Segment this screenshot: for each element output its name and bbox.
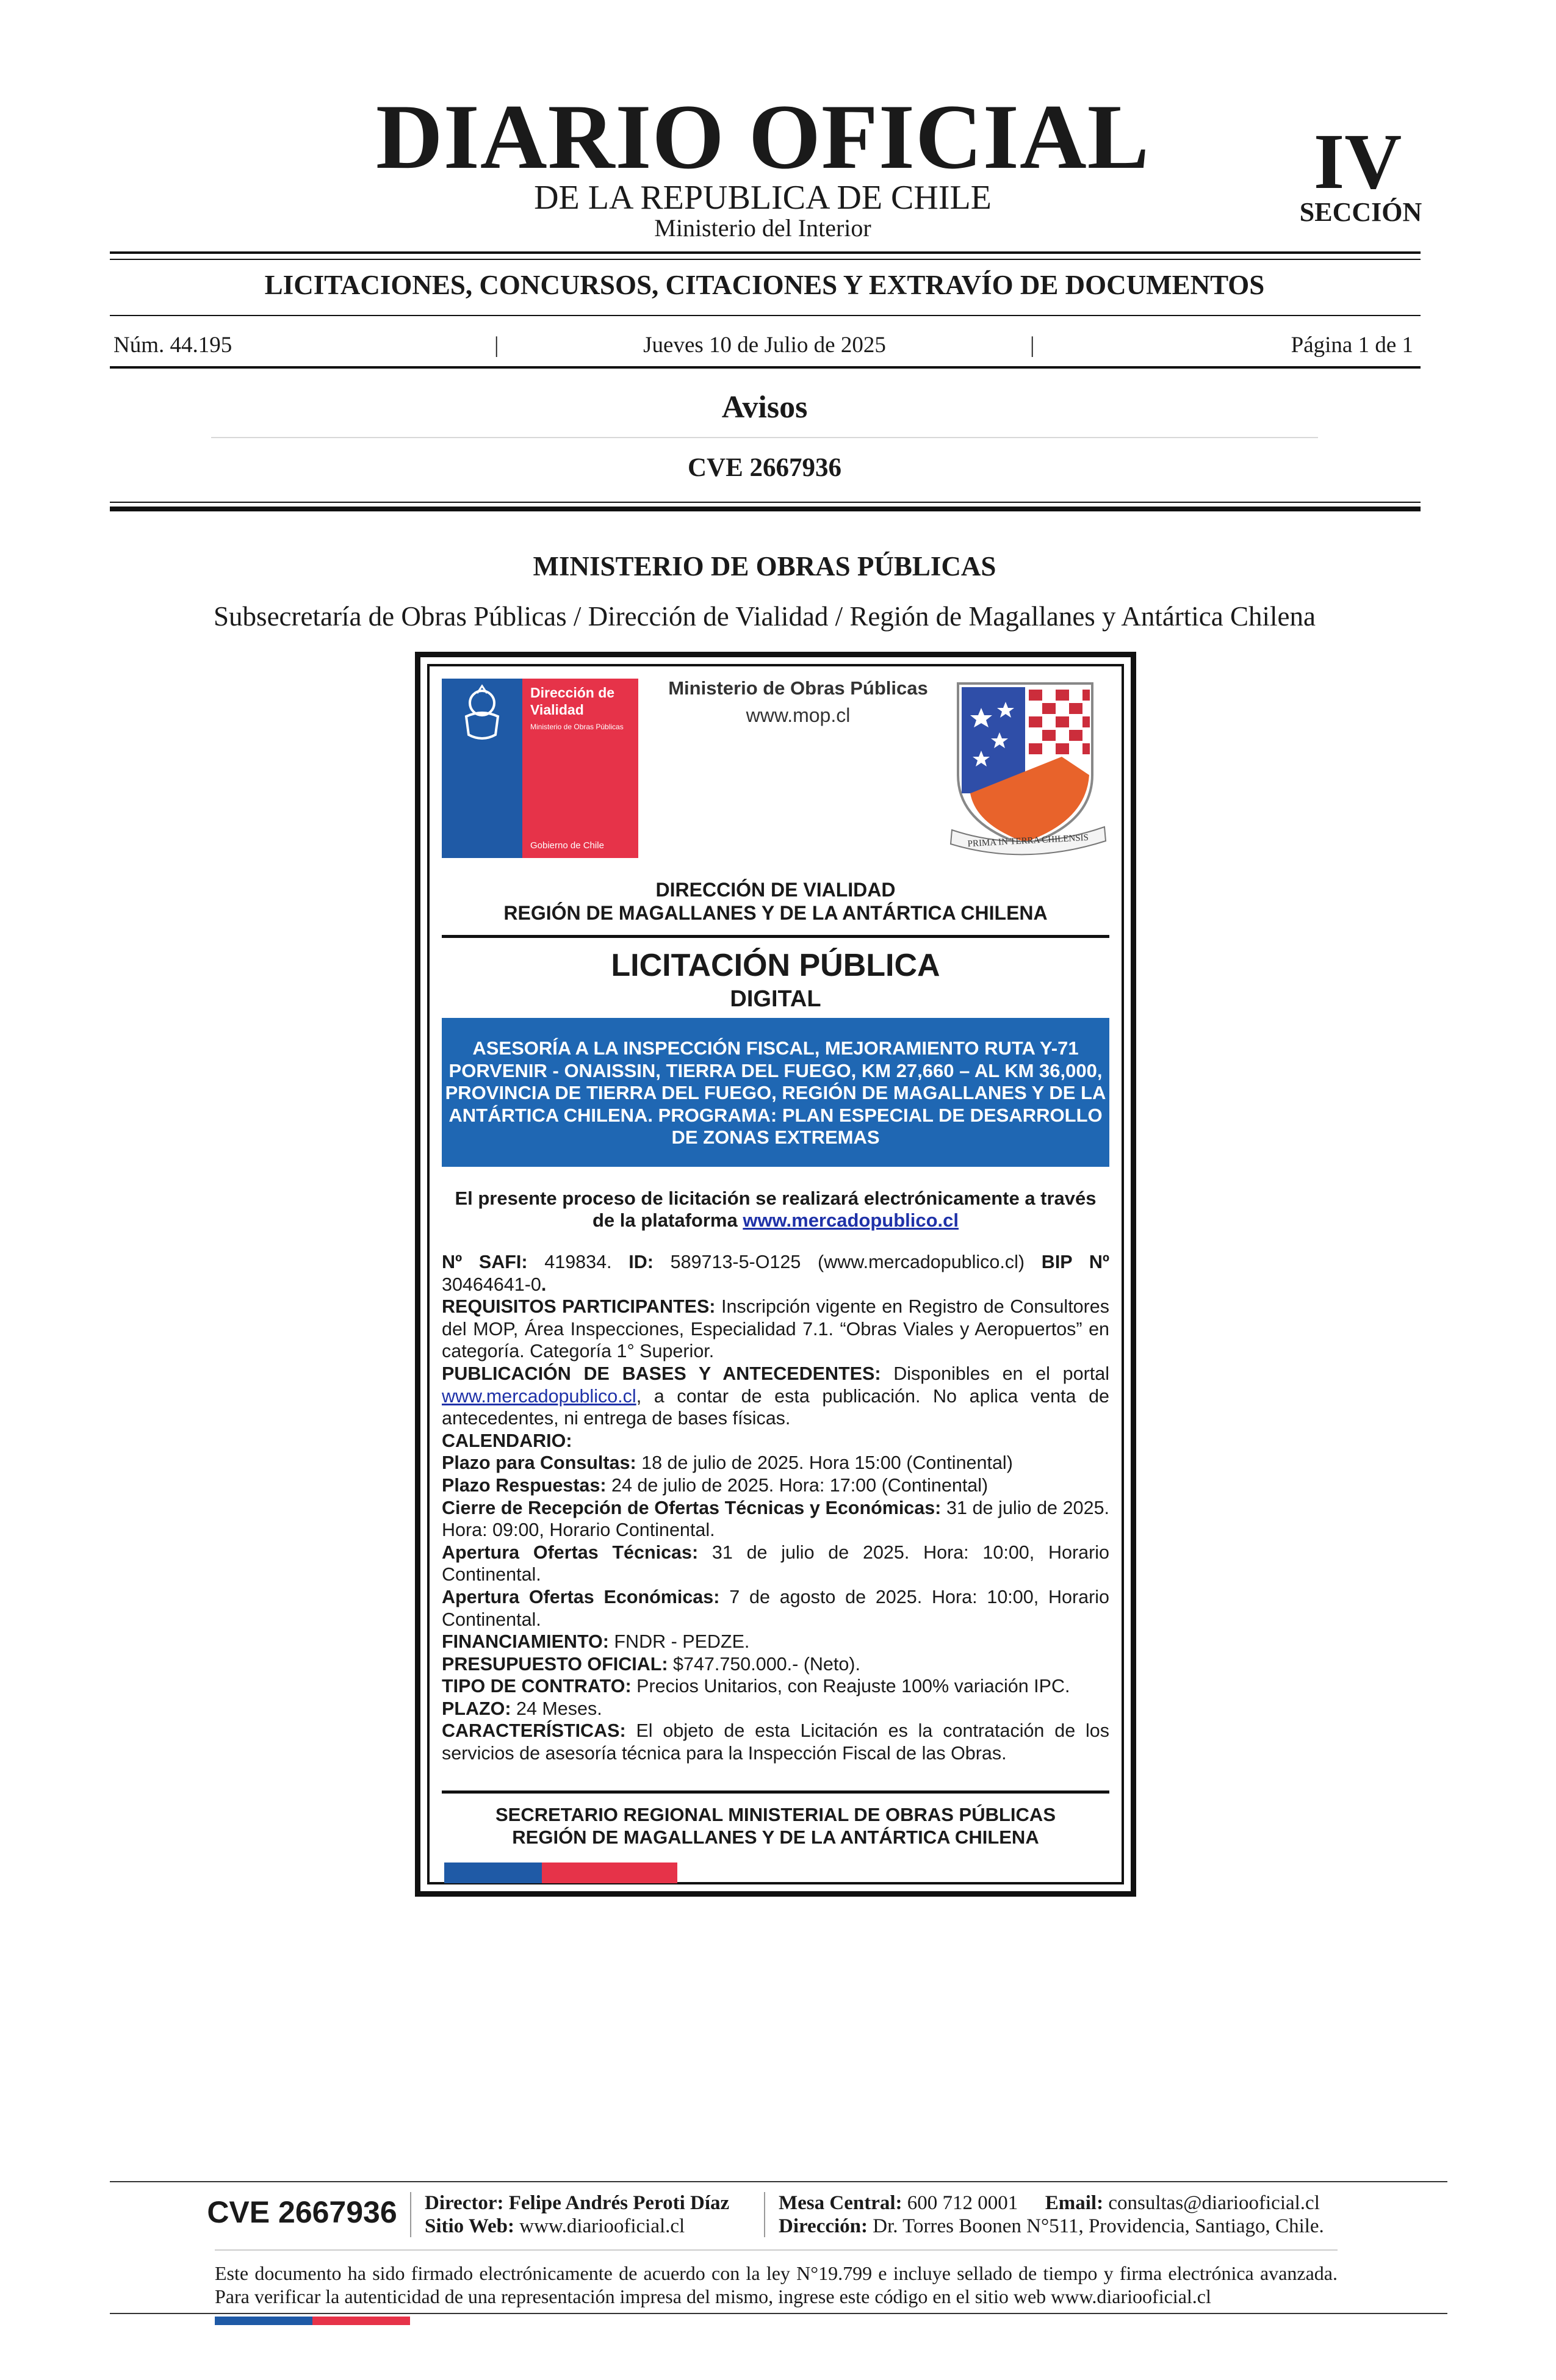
mop-website: www.mop.cl: [746, 704, 851, 726]
calendar-label: CALENDARIO:: [442, 1430, 572, 1451]
financing-line: [442, 1631, 1109, 1653]
footer-address-label: Dirección:: [779, 2215, 868, 2237]
footer-divider-1: [410, 2192, 411, 2237]
footer-website-value[interactable]: www.diariooficial.cl: [519, 2215, 685, 2237]
requirements-line: [442, 1296, 1109, 1363]
tender-subtitle: DIGITAL: [730, 986, 821, 1012]
section-divider: [211, 437, 1318, 438]
term-label: PLAZO:: [442, 1698, 511, 1719]
publication-label: PUBLICACIÓN DE BASES Y ANTECEDENTES:: [442, 1363, 881, 1384]
issue-rule-bottom: [110, 366, 1421, 369]
apertura-economicas-label: Apertura Ofertas Económicas:: [442, 1586, 720, 1607]
contract-type-line: [442, 1675, 1109, 1698]
id-label: ID:: [629, 1252, 654, 1272]
bip-end: .: [541, 1274, 547, 1295]
apertura-tecnicas-value: 31 de julio de 2025. Hora: 10:00, Horario Continental.: [442, 1542, 1109, 1585]
publication-link[interactable]: www.mercadopublico.cl: [442, 1385, 636, 1407]
characteristics-line: [442, 1720, 1109, 1764]
financing-label: FINANCIAMIENTO:: [442, 1631, 609, 1653]
issue-rule-top: [110, 315, 1421, 316]
bip-value: 30464641-0: [442, 1274, 541, 1295]
notice-stripe-red: [542, 1863, 677, 1883]
budget-value: $747.750.000.- (Neto).: [673, 1653, 860, 1675]
apertura-economicas-line: [442, 1586, 1109, 1631]
footer-contact: [779, 2193, 1320, 2213]
footer-cve: CVE 2667936: [207, 2195, 397, 2229]
project-title: ASESORÍA A LA INSPECCIÓN FISCAL, MEJORAMIENTO RUTA Y-71 PORVENIR - ONAISSIN, TIERRA DEL FUEGO, KM 27,660 – AL KM 36,000, PROVINCIA DE TIERRA DEL FUEGO, REGIÓN DE MAGALLANES Y DE LA ANTÁRTICA CHILENA. PROGRAMA: PLAN ESPECIAL DE DESARROLLO DE ZONAS EXTREMAS: [445, 1037, 1106, 1148]
vialidad-logo: [442, 679, 638, 858]
section-number: IV: [1313, 118, 1402, 206]
page-indicator: Página 1 de 1: [1291, 333, 1413, 358]
footer-address: [779, 2216, 1324, 2237]
signature-line-1: SECRETARIO REGIONAL MINISTERIAL DE OBRAS PÚBLICAS: [495, 1804, 1056, 1825]
cve-rule-thin: [110, 502, 1421, 503]
magallanes-coat-of-arms-icon: [934, 671, 1117, 860]
budget-line: [442, 1653, 1109, 1676]
characteristics-value: El objeto de esta Licitación es la contratación de los servicios de asesoría técnica para la Inspección Fiscal de las Obras.: [442, 1720, 1109, 1764]
chile-crest-icon: [442, 679, 522, 752]
requirements-value: Inscripción vigente en Registro de Consultores del MOP, Área Inspecciones, Especialidad 7.1. “Obras Viales y Aeropuertos” en categoría. Categoría 1° Superior.: [442, 1296, 1110, 1362]
characteristics-label: CARACTERÍSTICAS:: [442, 1720, 626, 1742]
issue-separator: |: [494, 333, 499, 358]
consultas-line: [442, 1452, 1109, 1474]
logo-line-3: Ministerio de Obras Públicas: [530, 723, 624, 731]
footer-divider-2: [764, 2192, 765, 2237]
publication-value-2: , a contar de esta publicación. No aplica venta de antecedentes, ni entrega de bases físicas.: [442, 1385, 1109, 1429]
masthead-ministry: Ministerio del Interior: [654, 214, 871, 242]
logo-line-2: Vialidad: [530, 702, 584, 718]
org-subtitle: Subsecretaría de Obras Públicas / Dirección de Vialidad / Región de Magallanes y Antártica Chilena: [214, 601, 1316, 632]
category-title: LICITACIONES, CONCURSOS, CITACIONES Y EXTRAVÍO DE DOCUMENTOS: [264, 270, 1265, 300]
logo-line-4: Gobierno de Chile: [530, 840, 604, 851]
cve-rule-thick: [110, 507, 1421, 511]
financing-value: FNDR - PEDZE.: [614, 1631, 750, 1653]
logo-blue-panel: [442, 679, 522, 858]
section-label: SECCIÓN: [1299, 197, 1422, 227]
safi-label: Nº SAFI:: [442, 1252, 528, 1272]
publication-value-1: Disponibles en el portal: [893, 1363, 1109, 1384]
term-line: [442, 1698, 1109, 1720]
header-rule-top: [110, 251, 1421, 254]
footer-rule-middle: [215, 2249, 1338, 2251]
footer-legal-note: Este documento ha sido firmado electrónicamente de acuerdo con la ley N°19.799 e incluye sellado de tiempo y firma electrónica avanzada. Para verificar la autenticidad de una representación impresa del mismo, ingrese este código en el sitio web www.diariooficial.cl: [215, 2262, 1338, 2307]
term-value: 24 Meses.: [516, 1698, 602, 1719]
direction-line-2: REGIÓN DE MAGALLANES Y DE LA ANTÁRTICA CHILENA: [503, 902, 1048, 924]
id-value: 589713-5-O125 (www.mercadopublico.cl): [670, 1252, 1025, 1272]
notice-divider-top: [442, 935, 1109, 938]
respuestas-line: [442, 1474, 1109, 1497]
safi-value: 419834.: [544, 1252, 612, 1272]
requirements-label: REQUISITOS PARTICIPANTES:: [442, 1296, 716, 1318]
footer-mesa-label: Mesa Central:: [779, 2192, 902, 2214]
issue-date: Jueves 10 de Julio de 2025: [643, 333, 886, 358]
masthead: DIARIO OFICIAL: [375, 85, 1150, 188]
intro-text-body: El presente proceso de licitación se realizará electrónicamente a través de la plataforma: [455, 1188, 1097, 1231]
footer-director: [425, 2193, 729, 2213]
contract-type-label: TIPO DE CONTRATO:: [442, 1676, 632, 1697]
publication-line: [442, 1363, 1109, 1430]
footer-rule-top: [110, 2181, 1447, 2182]
issue-separator: |: [1030, 333, 1035, 358]
footer-director-label: Director:: [425, 2192, 504, 2214]
mercadopublico-link[interactable]: www.mercadopublico.cl: [743, 1210, 959, 1231]
mop-title: Ministerio de Obras Públicas: [668, 677, 928, 699]
contract-type-value: Precios Unitarios, con Reajuste 100% variación IPC.: [636, 1676, 1070, 1697]
notice-body: [442, 1251, 1109, 1765]
cierre-line: [442, 1497, 1109, 1542]
cve-code: CVE 2667936: [687, 453, 842, 482]
header-rule-top-thin: [110, 259, 1421, 260]
notice-stripe-blue: [444, 1863, 542, 1883]
footer-director-value: Felipe Andrés Peroti Díaz: [508, 2192, 730, 2214]
apertura-tecnicas-line: [442, 1542, 1109, 1586]
footer-mesa-value: 600 712 0001: [907, 2192, 1018, 2214]
cierre-value: 31 de julio de 2025. Hora: 09:00, Horario Continental.: [442, 1497, 1109, 1541]
footer-address-value: Dr. Torres Boonen N°511, Providencia, Santiago, Chile.: [873, 2215, 1324, 2237]
direction-line-1: DIRECCIÓN DE VIALIDAD: [655, 879, 896, 901]
respuestas-value: 24 de julio de 2025. Hora: 17:00 (Continental): [611, 1474, 989, 1496]
apertura-tecnicas-label: Apertura Ofertas Técnicas:: [442, 1542, 699, 1563]
tender-title: LICITACIÓN PÚBLICA: [611, 948, 940, 983]
coat-motto: PRIMA IN TERRA CHILENSIS: [967, 832, 1089, 849]
footer-email-value[interactable]: consultas@diariooficial.cl: [1108, 2192, 1320, 2214]
safi-line: [442, 1251, 1109, 1296]
signature-line-2: REGIÓN DE MAGALLANES Y DE LA ANTÁRTICA CHILENA: [512, 1826, 1039, 1848]
masthead-subtitle: DE LA REPUBLICA DE CHILE: [534, 179, 992, 217]
footer-email-label: Email:: [1045, 2192, 1104, 2214]
footer-website-label: Sitio Web:: [425, 2215, 515, 2237]
bip-label: BIP Nº: [1041, 1252, 1109, 1272]
intro-text: [452, 1188, 1100, 1231]
logo-line-1: Dirección de: [530, 685, 615, 701]
cierre-label: Cierre de Recepción de Ofertas Técnicas y Económicas:: [442, 1497, 942, 1518]
consultas-value: 18 de julio de 2025. Hora 15:00 (Continental): [641, 1452, 1013, 1474]
budget-label: PRESUPUESTO OFICIAL:: [442, 1653, 668, 1675]
consultas-label: Plazo para Consultas:: [442, 1452, 636, 1474]
respuestas-label: Plazo Respuestas:: [442, 1474, 607, 1496]
footer-stripe-red: [312, 2317, 410, 2325]
footer-website: [425, 2216, 685, 2237]
section-title: Avisos: [721, 390, 808, 425]
notice-divider-bottom: [442, 1790, 1109, 1794]
issue-number: Núm. 44.195: [113, 333, 232, 358]
apertura-economicas-value: 7 de agosto de 2025. Hora: 10:00, Horario Continental.: [442, 1586, 1110, 1630]
calendar-line: [442, 1430, 1109, 1452]
footer-rule-bottom: [110, 2313, 1447, 2314]
footer-stripe-blue: [215, 2317, 312, 2325]
org-title: MINISTERIO DE OBRAS PÚBLICAS: [533, 551, 996, 582]
